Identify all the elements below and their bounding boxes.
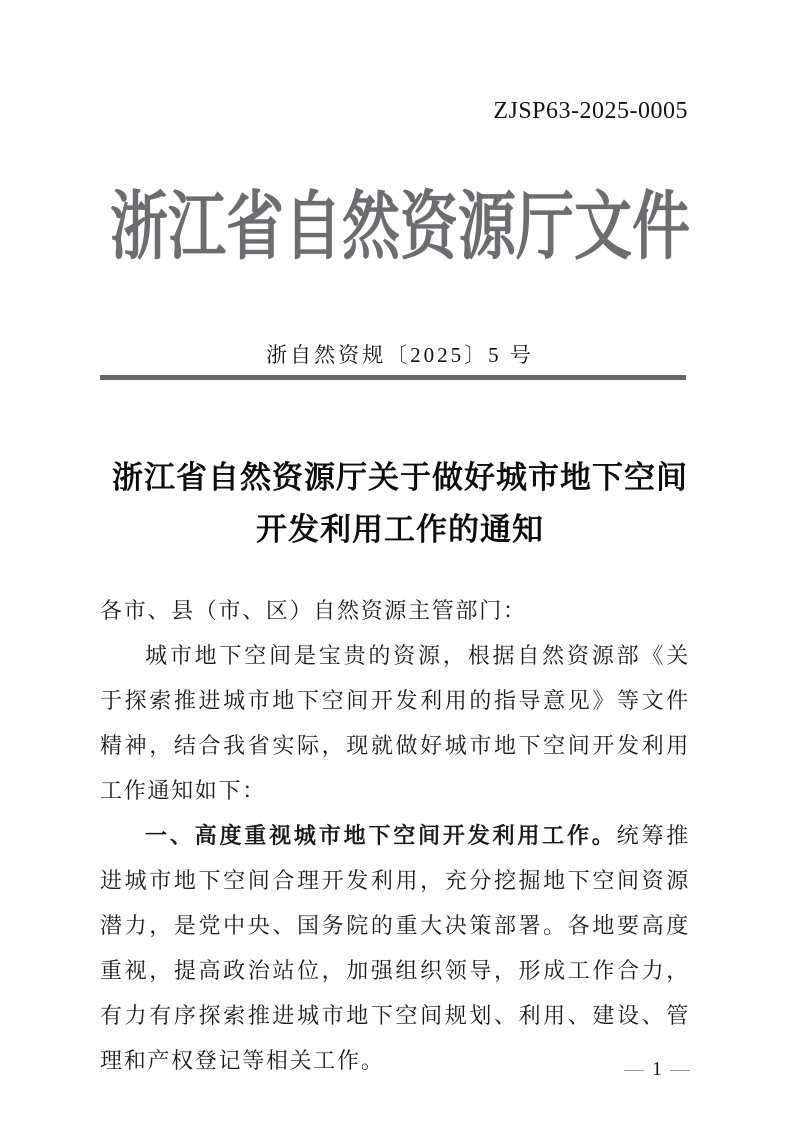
page-number-value: 1 — [652, 1058, 662, 1080]
paragraph-text: 统筹推进城市地下空间合理开发利用，充分挖掘地下空间资源潜力，是党中央、国务院的重大决策部署。各地要高度重视，提高政治站位，加强组织领导，形成工作合力，有力有序探索推进城市地下空间规划、利用、建设、管理和产权登记等相关工作。 — [100, 823, 690, 1073]
agency-letterhead-title: 浙江省自然资源厅文件 — [109, 185, 690, 269]
document-reference-code: ZJSP63-2025-0005 — [493, 98, 688, 124]
document-issue-number: 浙自然资规〔2025〕5 号 — [266, 343, 534, 367]
document-title — [60, 452, 740, 556]
page-number-dash-right: — — [670, 1058, 690, 1080]
document-body — [100, 588, 690, 1083]
document-title-line2: 开发利用工作的通知 — [256, 512, 544, 547]
body-paragraph — [100, 813, 690, 1083]
letterhead-divider-line — [100, 375, 686, 380]
paragraph-bold-lead: 一、高度重视城市地下空间开发利用工作。 — [145, 823, 617, 848]
body-paragraph — [100, 633, 690, 813]
document-title-line1: 浙江省自然资源厅关于做好城市地下空间 — [112, 460, 688, 495]
page-number-dash-left: — — [624, 1058, 644, 1080]
page-number — [624, 1058, 690, 1081]
paragraph-text: 城市地下空间是宝贵的资源，根据自然资源部《关于探索推进城市地下空间开发利用的指导意见》等文件精神，结合我省实际，现就做好城市地下空间开发利用工作通知如下： — [100, 643, 690, 803]
salutation-line: 各市、县（市、区）自然资源主管部门： — [100, 598, 527, 623]
